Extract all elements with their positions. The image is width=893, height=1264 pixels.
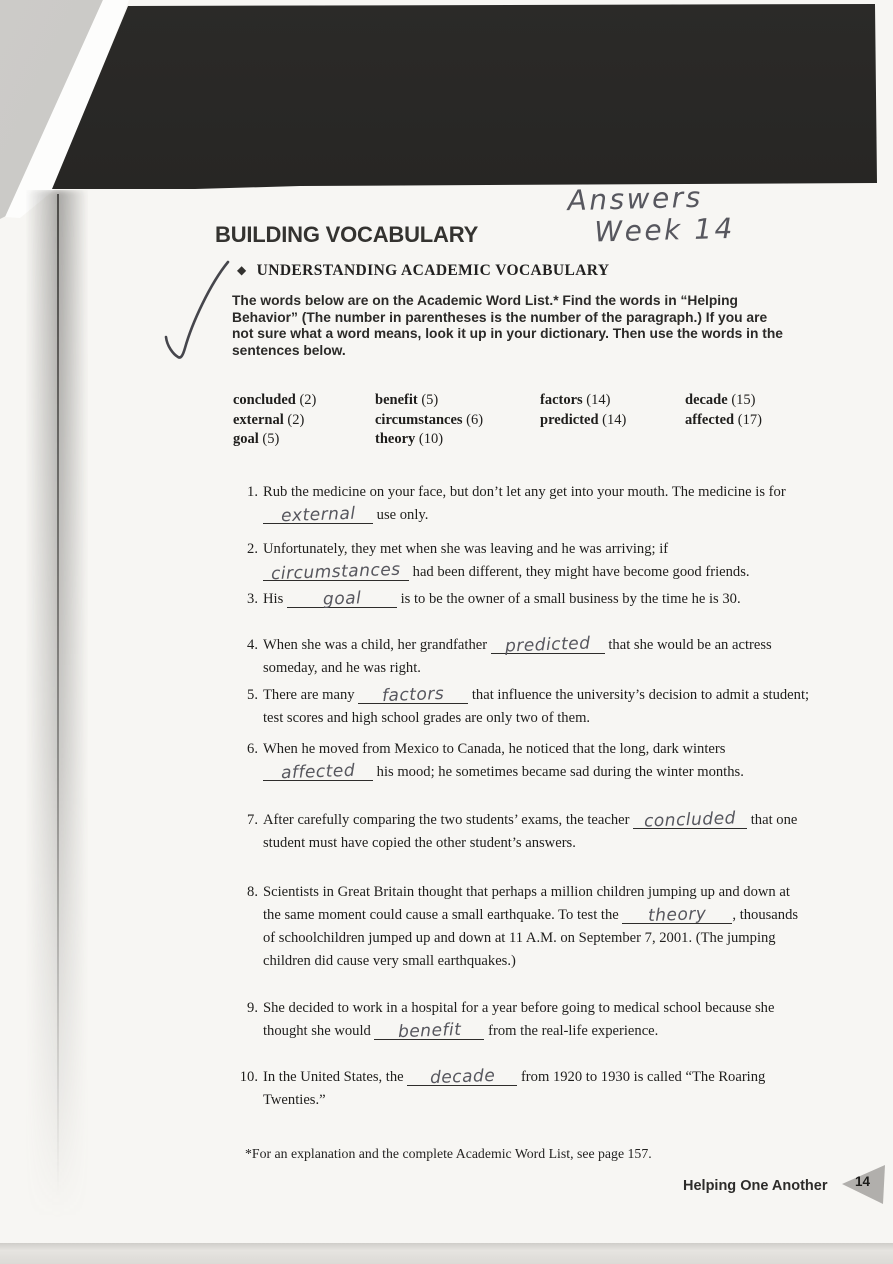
sentence-number: 8. [247,884,258,900]
handwritten-answer: predicted [504,633,591,657]
word: goal [233,431,259,447]
sentence-text: Unfortunately, they met when she was leaving and he was arriving; if circumstances had been different, they might have become good friends. [263,541,750,585]
sentence-text: She decided to work in a hospital for a year before going to medical school because she thought she would benefit from the real-life experience. [263,1000,775,1043]
sentence-number: 2. [247,541,258,557]
paragraph-ref: (17) [734,411,762,428]
page-title: BUILDING VOCABULARY [215,222,479,247]
word-list-column [685,391,762,430]
word-list-item [685,411,762,431]
sentence-item [232,481,810,527]
paragraph-ref: (5) [258,431,280,447]
answer-blank [263,503,373,527]
sentence-item [232,809,810,855]
sentence-item [232,997,810,1043]
word-list-item [233,430,316,450]
checkmark-icon [156,256,242,366]
paragraph-ref: (2) [295,392,317,408]
sentence-text: When she was a child, her grandfather predicted that she would be an actress someday, and he was right. [263,633,772,676]
scanner-edge-band [0,1243,893,1264]
sentence-item [232,684,810,730]
sentence-number: 9. [247,1000,258,1016]
handwritten-note-line1: Answers [567,180,704,218]
word-list-item [233,391,316,411]
sentence-text: In the United States, the decade from 1920 to 1930 is called “The Roaring Twenties.” [263,1065,766,1108]
word-list-column [375,391,483,450]
paragraph-ref: (10) [415,431,444,447]
book-gutter-line [57,194,59,1194]
sentence-number: 10. [239,1069,258,1085]
page-number-tab [838,1162,890,1206]
answer-blank [491,633,605,657]
word-list-item [375,430,483,450]
handwritten-note-line2: Week 14 [593,211,736,249]
sentence-item [232,738,810,784]
sentence-text: There are many factors that influence the university’s decision to admit a student; test scores and high school grades are only two of them. [263,683,810,726]
handwritten-answer: goal [322,588,362,610]
word-list-item [375,411,483,431]
page-number: 14 [855,1174,871,1189]
word-list-item [540,391,626,411]
word: affected [685,411,735,428]
sentence-item [232,881,810,973]
answer-blank [633,808,747,832]
handwritten-answer: circumstances [270,559,402,585]
answer-blank [287,588,397,610]
word-list-item [685,391,762,411]
paragraph-ref: (5) [417,392,439,408]
handwritten-answer: theory [647,903,707,927]
word: decade [685,392,728,408]
sentence-item [232,538,810,584]
instructions-paragraph: The words below are on the Academic Word List.* Find the words in “Helping Behavior” (The number in parentheses is the number of the paragraph.) If you are not sure what a word means, look it up in your dictionary. Then use the words in the sentences below. [232,293,783,358]
sentence-number: 7. [247,812,258,828]
word: benefit [375,392,418,408]
word: concluded [233,392,296,408]
handwritten-note [567,181,735,249]
word: circumstances [375,411,463,428]
word-list-column [540,391,626,430]
sentence-text: After carefully comparing the two students’ exams, the teacher concluded that one student must have copied the other student’s answers. [263,808,798,851]
answer-blank [263,559,409,585]
handwritten-answer: external [280,503,356,527]
diamond-bullet-icon: ◆ [237,263,247,277]
footer-section-label: Helping One Another [683,1178,828,1194]
sentence-text: Rub the medicine on your face, but don’t let any get into your mouth. The medicine is for external use only. [263,484,786,527]
sentence-number: 3. [247,591,258,607]
sentence-number: 6. [247,741,258,757]
answer-blank [358,683,468,707]
handwritten-answer: decade [429,1065,496,1089]
section-heading-label: UNDERSTANDING ACADEMIC VOCABULARY [256,262,610,279]
handwritten-answer: concluded [643,808,737,832]
sentence-text: When he moved from Mexico to Canada, he noticed that the long, dark winters affected his mood; he sometimes became sad during the winter months. [263,741,744,784]
paragraph-ref: (14) [582,392,611,408]
sentence-item [232,588,810,611]
word-list-item [375,391,483,411]
sentence-item [232,1066,810,1112]
sentence-number: 4. [247,637,258,653]
handwritten-answer: affected [280,760,356,784]
word: predicted [540,411,599,428]
handwritten-answer: factors [381,683,445,707]
answer-blank [407,1065,517,1089]
answer-blank [263,760,373,784]
word: external [233,411,284,428]
sentence-item [232,634,810,680]
paragraph-ref: (6) [462,411,484,428]
answer-blank [622,903,732,927]
paragraph-ref: (14) [598,411,627,428]
sentence-text: Scientists in Great Britain thought that perhaps a million children jumping up and down at the same moment could cause a small earthquake. To test the theory , thousands of schoolchildren jumped up and down at 11 A.M. on September 7, 2001. (The jumping children did cause very small earthquakes.) [263,884,799,969]
sentence-number: 1. [247,484,258,500]
word-list-column [233,391,316,450]
answer-blank [374,1019,484,1043]
word: factors [540,392,583,408]
sentence-number: 5. [247,687,258,703]
section-heading [237,262,609,280]
word-list-item [233,411,316,431]
footnote: *For an explanation and the complete Academic Word List, see page 157. [245,1146,652,1161]
paragraph-ref: (15) [727,392,756,408]
paragraph-ref: (2) [283,411,305,428]
handwritten-answer: benefit [397,1019,462,1043]
word-list [233,391,863,455]
word-list-item [540,411,626,431]
word: theory [375,431,416,447]
sentence-text: His goal is to be the owner of a small business by the time he is 30. [263,588,741,610]
